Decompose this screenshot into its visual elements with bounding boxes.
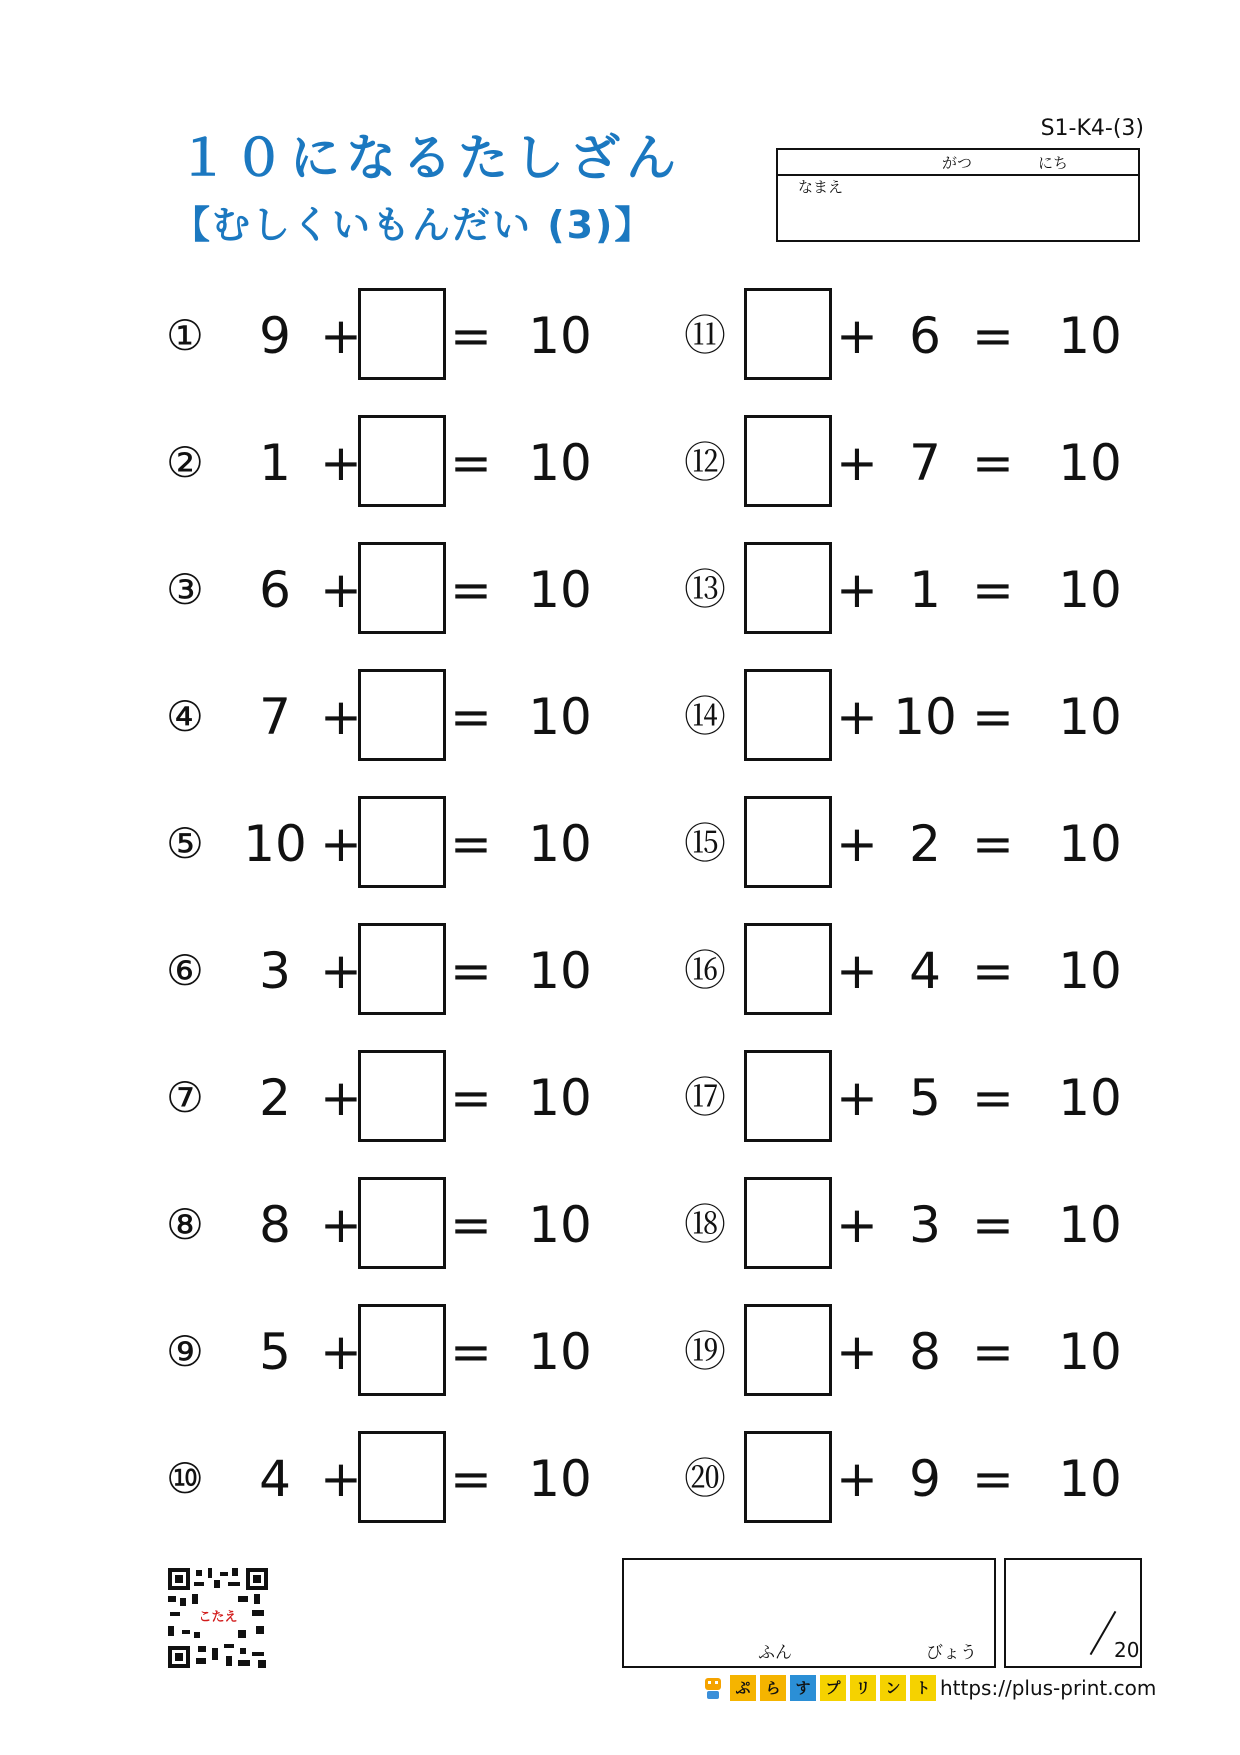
sum: 10 <box>528 434 592 492</box>
sum: 10 <box>1058 1323 1122 1381</box>
equals-sign: = <box>972 1196 1014 1254</box>
plus-sign: + <box>836 1196 878 1254</box>
answer-box[interactable] <box>744 542 832 634</box>
answer-box[interactable] <box>358 669 446 761</box>
answer-box[interactable] <box>744 415 832 507</box>
equals-sign: = <box>450 434 492 492</box>
equals-sign: = <box>450 942 492 1000</box>
problem-number: ⑮ <box>683 819 726 868</box>
problem-number: ⑫ <box>683 438 726 487</box>
problem-number: ⑲ <box>683 1327 726 1376</box>
answer-box[interactable] <box>358 1431 446 1523</box>
answer-qr-code[interactable] <box>168 1568 268 1668</box>
problem-number: ⑨ <box>166 1327 204 1376</box>
sum: 10 <box>1058 307 1122 365</box>
addend: 2 <box>909 815 941 873</box>
brand-tile: ン <box>880 1675 906 1701</box>
equals-sign: = <box>972 1323 1014 1381</box>
sum: 10 <box>1058 1450 1122 1508</box>
problem-number: ⑥ <box>166 946 204 995</box>
qr-answer-label: こたえ <box>198 1610 238 1625</box>
equals-sign: = <box>450 815 492 873</box>
worksheet-subtitle: 【むしくいもんだい (3)】 <box>172 203 655 247</box>
sum: 10 <box>528 307 592 365</box>
equals-sign: = <box>972 434 1014 492</box>
time-box[interactable] <box>622 1558 996 1668</box>
equals-sign: = <box>450 1450 492 1508</box>
addend: 1 <box>909 561 941 619</box>
addend: 7 <box>909 434 941 492</box>
sum: 10 <box>528 815 592 873</box>
sum: 10 <box>528 561 592 619</box>
answer-box[interactable] <box>744 1177 832 1269</box>
problem-number: ⑭ <box>683 692 726 741</box>
plus-sign: + <box>320 1450 362 1508</box>
addend: 6 <box>909 307 941 365</box>
sum: 10 <box>528 1450 592 1508</box>
sum: 10 <box>528 1323 592 1381</box>
sum: 10 <box>528 688 592 746</box>
equals-sign: = <box>972 1450 1014 1508</box>
plus-sign: + <box>836 688 878 746</box>
plus-sign: + <box>320 561 362 619</box>
sum: 10 <box>1058 815 1122 873</box>
brand-logo[interactable] <box>700 1674 936 1702</box>
score-box[interactable] <box>1004 1558 1142 1668</box>
answer-box[interactable] <box>358 796 446 888</box>
problem-number: ⑤ <box>166 819 204 868</box>
sum: 10 <box>1058 942 1122 1000</box>
plus-sign: + <box>836 815 878 873</box>
sum: 10 <box>1058 1196 1122 1254</box>
addend: 4 <box>259 1450 291 1508</box>
answer-box[interactable] <box>358 1050 446 1142</box>
addend: 8 <box>259 1196 291 1254</box>
sum: 10 <box>1058 561 1122 619</box>
answer-box[interactable] <box>358 1177 446 1269</box>
addend: 9 <box>259 307 291 365</box>
brand-tile: プ <box>820 1675 846 1701</box>
answer-box[interactable] <box>358 923 446 1015</box>
plus-sign: + <box>320 688 362 746</box>
brand-tile: ぷ <box>730 1675 756 1701</box>
addend: 5 <box>259 1323 291 1381</box>
equals-sign: = <box>450 307 492 365</box>
brand-tile: す <box>790 1675 816 1701</box>
brand-tile: リ <box>850 1675 876 1701</box>
sum: 10 <box>1058 434 1122 492</box>
sum: 10 <box>528 1196 592 1254</box>
sum: 10 <box>528 1069 592 1127</box>
problem-number: ④ <box>166 692 204 741</box>
answer-box[interactable] <box>358 288 446 380</box>
score-total: 20 <box>1114 1638 1140 1662</box>
plus-sign: + <box>320 434 362 492</box>
problem-number: ② <box>166 438 204 487</box>
sum: 10 <box>528 942 592 1000</box>
problem-number: ⑦ <box>166 1073 204 1122</box>
seconds-label: びょう <box>926 1643 977 1663</box>
addend: 2 <box>259 1069 291 1127</box>
addend: 7 <box>259 688 291 746</box>
plus-sign: + <box>836 942 878 1000</box>
problem-number: ⑱ <box>683 1200 726 1249</box>
equals-sign: = <box>972 942 1014 1000</box>
answer-box[interactable] <box>744 288 832 380</box>
minutes-label: ふん <box>758 1643 792 1663</box>
plus-sign: + <box>836 1323 878 1381</box>
problem-number: ⑰ <box>683 1073 726 1122</box>
addend: 9 <box>909 1450 941 1508</box>
equals-sign: = <box>450 1196 492 1254</box>
qr-code-icon <box>168 1568 268 1668</box>
plus-sign: + <box>320 1196 362 1254</box>
name-date-box[interactable] <box>776 148 1140 242</box>
brand-tile: ら <box>760 1675 786 1701</box>
month-label: がつ <box>942 154 973 172</box>
site-url[interactable]: https://plus-print.com <box>940 1676 1157 1700</box>
answer-box[interactable] <box>358 415 446 507</box>
plus-sign: + <box>836 1450 878 1508</box>
answer-box[interactable] <box>744 1050 832 1142</box>
addend: 10 <box>243 815 307 873</box>
robot-mascot-icon <box>700 1675 726 1701</box>
addend: 4 <box>909 942 941 1000</box>
equals-sign: = <box>972 815 1014 873</box>
plus-sign: + <box>836 307 878 365</box>
plus-sign: + <box>836 434 878 492</box>
problem-number: ⑬ <box>683 565 726 614</box>
addend: 3 <box>259 942 291 1000</box>
answer-box[interactable] <box>744 923 832 1015</box>
plus-sign: + <box>836 561 878 619</box>
equals-sign: = <box>972 688 1014 746</box>
addend: 8 <box>909 1323 941 1381</box>
answer-box[interactable] <box>744 669 832 761</box>
plus-sign: + <box>320 815 362 873</box>
addend: 6 <box>259 561 291 619</box>
sum: 10 <box>1058 688 1122 746</box>
sum: 10 <box>1058 1069 1122 1127</box>
answer-box[interactable] <box>744 1304 832 1396</box>
plus-sign: + <box>320 307 362 365</box>
problem-number: ⑪ <box>683 311 726 360</box>
problem-number: ⑳ <box>683 1454 726 1503</box>
equals-sign: = <box>450 561 492 619</box>
equals-sign: = <box>972 561 1014 619</box>
problem-number: ③ <box>166 565 204 614</box>
worksheet-code: S1-K4-(3) <box>1040 116 1144 141</box>
problem-number: ⑯ <box>683 946 726 995</box>
addend: 1 <box>259 434 291 492</box>
problem-number: ⑩ <box>166 1454 204 1503</box>
problem-number: ⑧ <box>166 1200 204 1249</box>
brand-tile: ト <box>910 1675 936 1701</box>
plus-sign: + <box>320 1323 362 1381</box>
equals-sign: = <box>450 688 492 746</box>
addend: 10 <box>893 688 957 746</box>
equals-sign: = <box>972 307 1014 365</box>
plus-sign: + <box>836 1069 878 1127</box>
plus-sign: + <box>320 942 362 1000</box>
answer-box[interactable] <box>358 542 446 634</box>
name-label: なまえ <box>798 178 844 196</box>
answer-box[interactable] <box>744 796 832 888</box>
answer-box[interactable] <box>744 1431 832 1523</box>
problem-number: ① <box>166 311 204 360</box>
addend: 5 <box>909 1069 941 1127</box>
answer-box[interactable] <box>358 1304 446 1396</box>
addend: 3 <box>909 1196 941 1254</box>
equals-sign: = <box>450 1069 492 1127</box>
day-label: にち <box>1038 154 1069 172</box>
score-slash <box>1090 1611 1117 1655</box>
worksheet-title: １０になるたしざん <box>178 129 682 187</box>
plus-sign: + <box>320 1069 362 1127</box>
equals-sign: = <box>450 1323 492 1381</box>
equals-sign: = <box>972 1069 1014 1127</box>
